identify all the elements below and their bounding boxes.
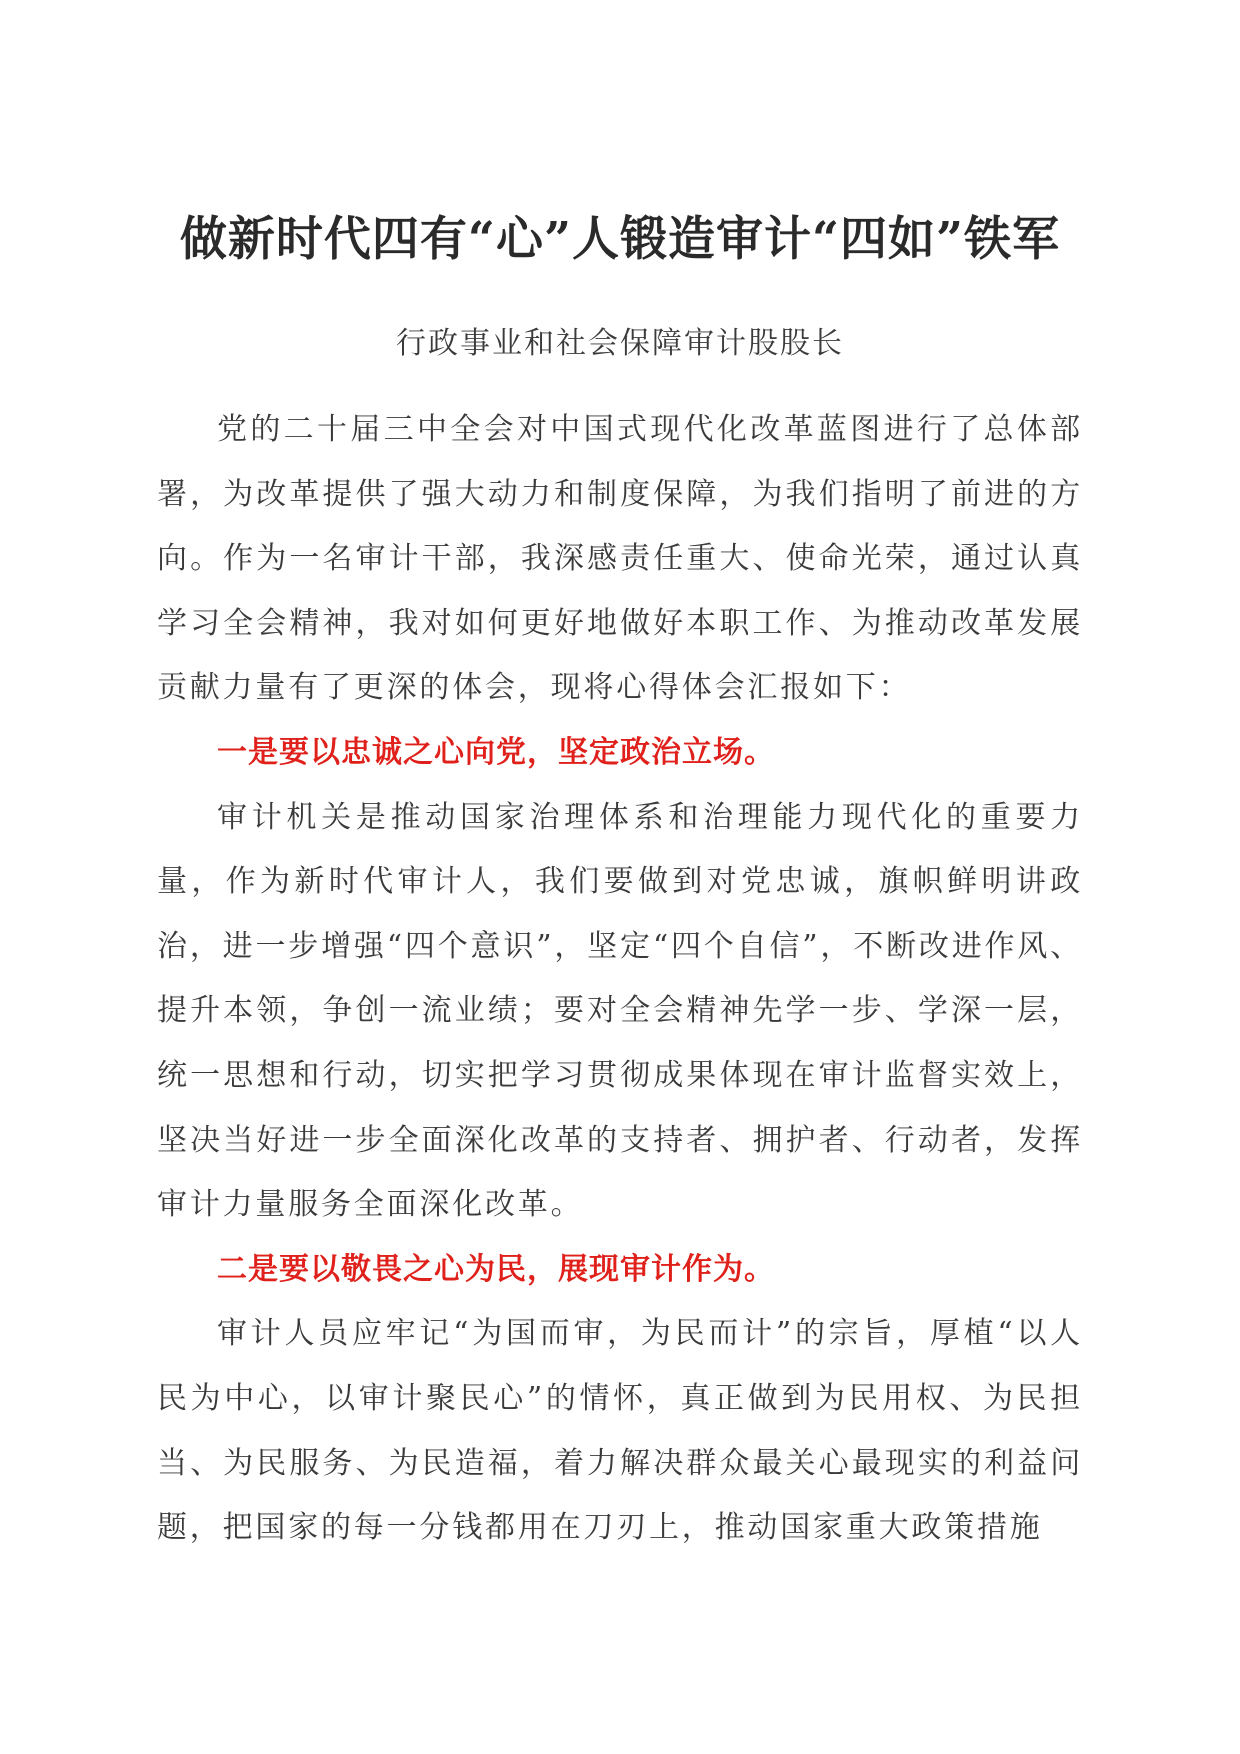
section-paragraph-2: 审计人员应牢记“为国而审，为民而计”的宗旨，厚植“以人民为中心，以审计聚民心”的情怀，真正做到为民用权、为民担当、为民服务、为民造福，着力解决群众最关心最现实的利益问题，把国家的每一分钱都用在刀刃上，推动国家重大政策措施 [157,1316,1083,1546]
document-body [157,398,1083,1561]
author-byline: 行政事业和社会保障审计股股长 [396,326,844,361]
section-paragraph-1: 审计机关是推动国家治理体系和治理能力现代化的重要力量，作为新时代审计人，我们要做到对党忠诚，旗帜鲜明讲政治，进一步增强“四个意识”，坚定“四个自信”，不断改进作风、提升本领，争创一流业绩；要对全会精神先学一步、学深一层，统一思想和行动，切实把学习贯彻成果体现在审计监督实效上，坚决当好进一步全面深化改革的支持者、拥护者、行动者，发挥审计力量服务全面深化改革。 [157,799,1083,1223]
section-heading-1: 一是要以忠诚之心向党，坚定政治立场。 [217,734,775,770]
document-title: 做新时代四有“心”人锻造审计“四如”铁军 [179,212,1061,267]
section-heading-2: 二是要以敬畏之心为民，展现审计作为。 [217,1251,775,1287]
intro-paragraph: 党的二十届三中全会对中国式现代化改革蓝图进行了总体部署，为改革提供了强大动力和制度保障，为我们指明了前进的方向。作为一名审计干部，我深感责任重大、使命光荣，通过认真学习全会精神，我对如何更好地做好本职工作、为推动改革发展贡献力量有了更深的体会，现将心得体会汇报如下： [157,412,1083,706]
